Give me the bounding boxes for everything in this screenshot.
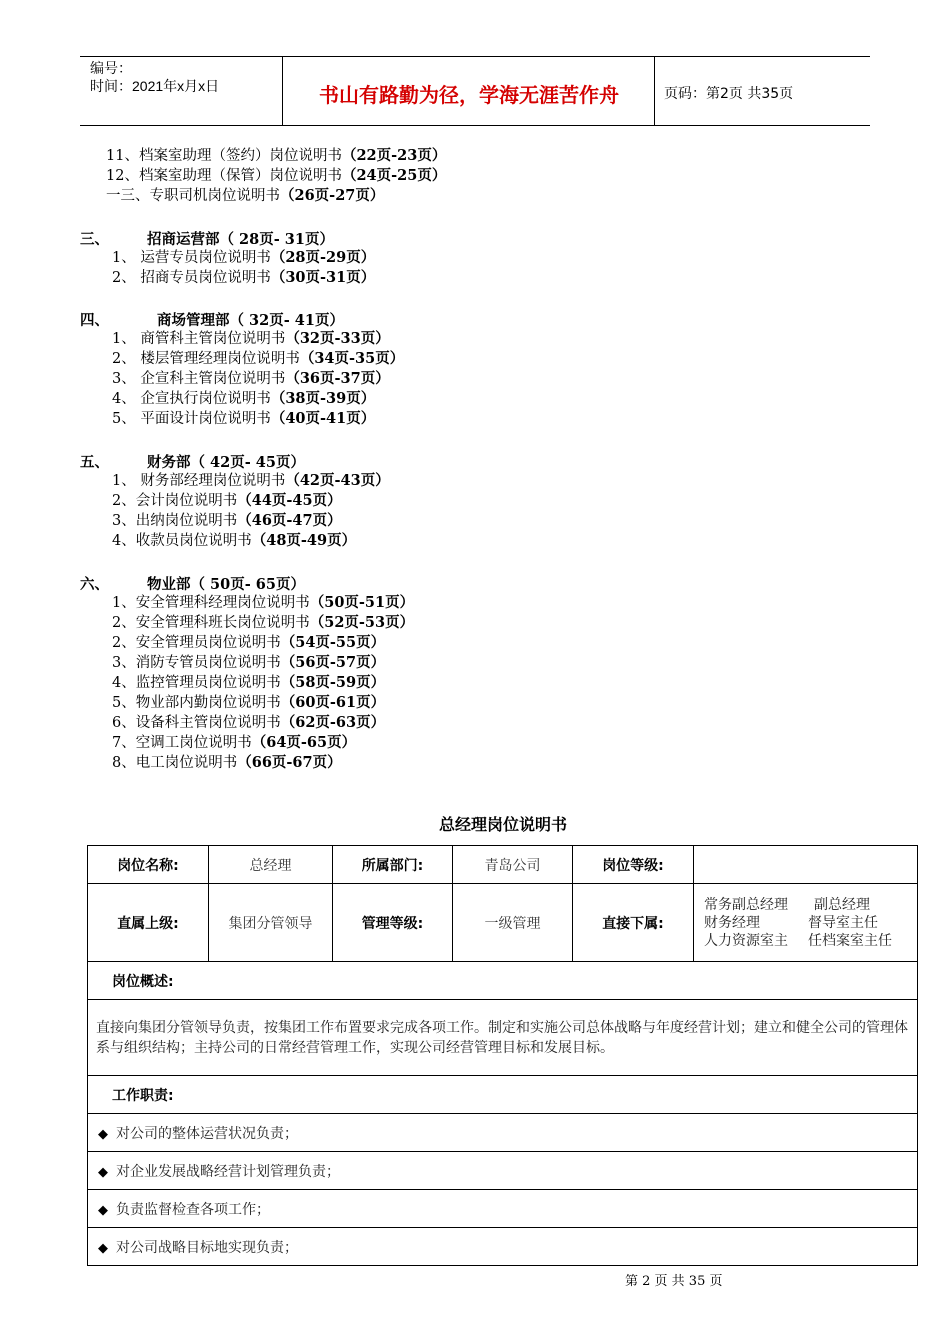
overview-heading: 岗位概述: xyxy=(88,962,918,1000)
toc-item[interactable]: 2、安全管理科班长岗位说明书（52页-53页） xyxy=(112,614,415,631)
management-level-label: 管理等级: xyxy=(333,884,453,962)
document-title: 总经理岗位说明书 xyxy=(438,815,567,834)
header-meta xyxy=(90,59,219,95)
subordinate: 人力资源室主 xyxy=(704,932,788,949)
toc-section-list xyxy=(112,248,375,288)
header-divider xyxy=(654,57,655,125)
grade-value xyxy=(694,846,918,884)
overview-text: 直接向集团分管领导负责，按集团工作布置要求完成各项工作。制定和实施公司总体战略与年度经营计划；建立和健全公司的管理体系与组织结构；主持公司的日常经营管理工作，实现公司经营管理目标和发展目标。 xyxy=(88,1000,918,1076)
duty-item: ◆ 对企业发展战略经营计划管理负责； xyxy=(88,1152,918,1190)
toc-item[interactable]: 2、 楼层管理经理岗位说明书（34页-35页） xyxy=(112,350,405,367)
toc-item[interactable]: 3、消防专管员岗位说明书（56页-57页） xyxy=(112,654,386,671)
toc-item[interactable]: 2、 招商专员岗位说明书（30页-31页） xyxy=(112,269,376,286)
duty-item: ◆ 负责监督检查各项工作； xyxy=(88,1190,918,1228)
toc-item[interactable]: 一三、专职司机岗位说明书（26页-27页） xyxy=(106,187,385,204)
toc-item[interactable]: 4、监控管理员岗位说明书（58页-59页） xyxy=(112,674,386,691)
toc-item[interactable]: 4、 企宣执行岗位说明书（38页-39页） xyxy=(112,390,376,407)
toc-item[interactable]: 3、 企宣科主管岗位说明书（36页-37页） xyxy=(112,370,390,387)
toc-item[interactable]: 5、 平面设计岗位说明书（40页-41页） xyxy=(112,410,376,427)
subordinate: 副总经理 xyxy=(814,896,870,913)
toc-cont-list xyxy=(106,146,446,206)
toc-item[interactable]: 1、安全管理科经理岗位说明书（50页-51页） xyxy=(112,594,415,611)
doc-number-label: 编号： xyxy=(90,60,132,76)
department-label: 所属部门: xyxy=(333,846,453,884)
diamond-bullet-icon: ◆ xyxy=(98,1164,108,1180)
toc-item[interactable]: 8、电工岗位说明书（66页-67页） xyxy=(112,754,342,771)
toc-section-heading: 三、 招商运营部（ 28页- 31页） xyxy=(80,231,334,248)
diamond-bullet-icon: ◆ xyxy=(98,1240,108,1256)
position-name-value: 总经理 xyxy=(209,846,333,884)
duty-item: ◆ 对公司战略目标地实现负责； xyxy=(88,1228,918,1266)
subordinate: 督导室主任 xyxy=(808,914,878,931)
doc-time-label: 时间：2021年x月x日 xyxy=(90,78,220,94)
toc-item[interactable]: 2、安全管理员岗位说明书（54页-55页） xyxy=(112,634,386,651)
toc-item[interactable]: 11、档案室助理（签约）岗位说明书（22页-23页） xyxy=(106,147,447,164)
page-header xyxy=(80,56,870,126)
toc-item[interactable]: 1、 财务部经理岗位说明书（42页-43页） xyxy=(112,472,390,489)
department-value: 青岛公司 xyxy=(453,846,573,884)
toc-item[interactable]: 2、会计岗位说明书（44页-45页） xyxy=(112,492,342,509)
management-level-value: 一级管理 xyxy=(453,884,573,962)
toc-item[interactable]: 4、收款员岗位说明书（48页-49页） xyxy=(112,532,357,549)
subordinate: 任档案室主任 xyxy=(808,932,892,949)
toc-item[interactable]: 3、出纳岗位说明书（46页-47页） xyxy=(112,512,342,529)
toc-item[interactable]: 12、档案室助理（保管）岗位说明书（24页-25页） xyxy=(106,167,447,184)
toc-section-list xyxy=(112,593,414,773)
toc-section-heading: 六、 物业部（ 50页- 65页） xyxy=(80,576,305,593)
header-page-info: 页码：第2页 共35页 xyxy=(664,86,794,102)
duties-heading: 工作职责: xyxy=(88,1076,918,1114)
duty-item: ◆ 对公司的整体运营状况负责； xyxy=(88,1114,918,1152)
header-motto: 书山有路勤为径，学海无涯苦作舟 xyxy=(319,83,619,107)
subordinates-label: 直接下属: xyxy=(573,884,694,962)
diamond-bullet-icon: ◆ xyxy=(98,1202,108,1218)
subordinate: 常务副总经理 xyxy=(704,896,788,913)
toc-item[interactable]: 1、 商管科主管岗位说明书（32页-33页） xyxy=(112,330,390,347)
toc-section-list xyxy=(112,329,404,429)
header-divider xyxy=(282,57,283,125)
job-description-table xyxy=(87,845,918,1266)
toc-section-heading: 五、 财务部（ 42页- 45页） xyxy=(80,454,305,471)
subordinate: 财务经理 xyxy=(704,914,760,931)
toc-item[interactable]: 5、物业部内勤岗位说明书（60页-61页） xyxy=(112,694,386,711)
subordinates-value xyxy=(694,884,918,962)
page-footer: 第 2 页 共 35 页 xyxy=(625,1274,723,1289)
position-name-label: 岗位名称: xyxy=(88,846,209,884)
superior-value: 集团分管领导 xyxy=(209,884,333,962)
toc-section-list xyxy=(112,471,390,551)
superior-label: 直属上级: xyxy=(88,884,209,962)
toc-item[interactable]: 6、设备科主管岗位说明书（62页-63页） xyxy=(112,714,386,731)
diamond-bullet-icon: ◆ xyxy=(98,1126,108,1142)
toc-item[interactable]: 1、 运营专员岗位说明书（28页-29页） xyxy=(112,249,376,266)
grade-label: 岗位等级: xyxy=(573,846,694,884)
toc-item[interactable]: 7、空调工岗位说明书（64页-65页） xyxy=(112,734,357,751)
toc-section-heading: 四、 商场管理部（ 32页- 41页） xyxy=(80,312,344,329)
